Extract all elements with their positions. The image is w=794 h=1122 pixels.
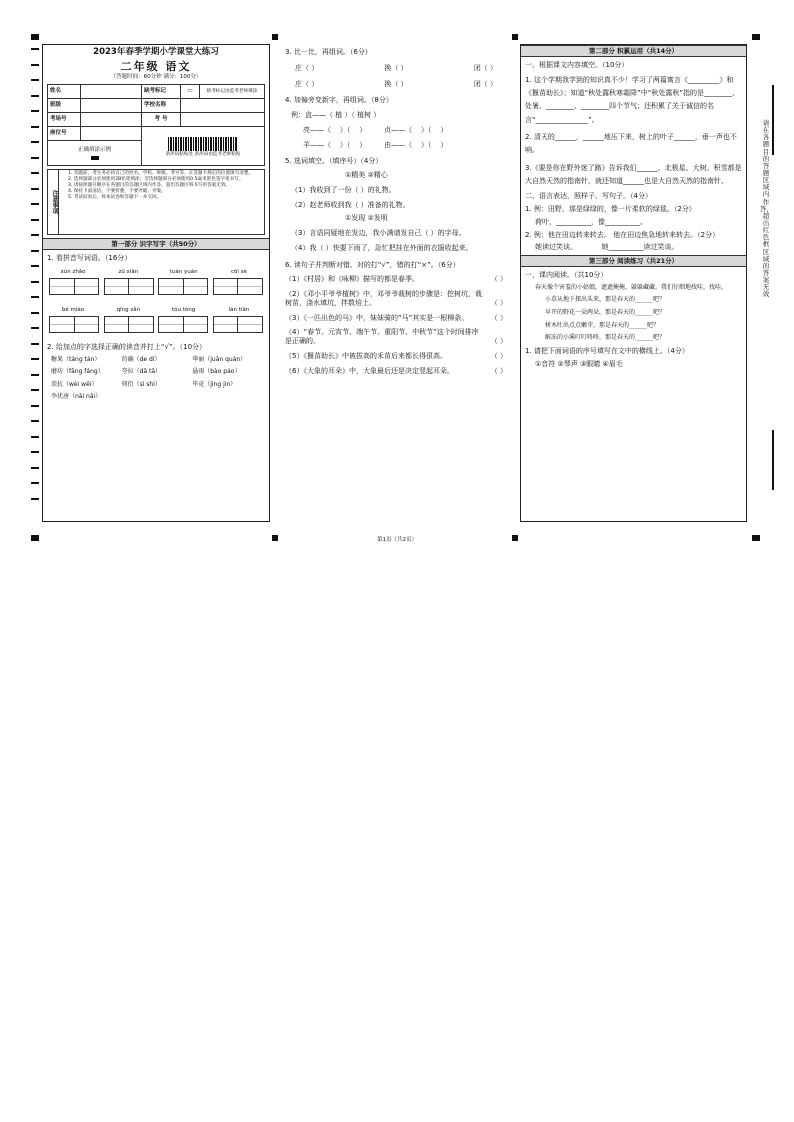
- tianzi-grid[interactable]: [104, 316, 154, 333]
- timing-tick: [31, 188, 39, 190]
- fill-example: [48, 141, 142, 166]
- tf-item: [285, 290, 507, 308]
- question-4: 4. 加偏旁变新字，再组词。（8分）: [285, 96, 393, 105]
- q4-example: 例：直——（ 植 ）（ 植树 ）: [291, 111, 381, 119]
- tf-answer-box[interactable]: （ ）: [490, 275, 507, 284]
- rewrite-example: 1. 例：田野，那是绿绿的，像一片柔软的绿毯。（2分）: [525, 205, 696, 213]
- tf-statement: （1）《村居》和《咏柳》描写的都是春季。: [285, 275, 419, 284]
- tf-statement: （2）《邓小平爷爷植树》中，邓爷爷栽树的步骤是：挖树坑，栽树苗，浇水填坑，拌数培土。: [285, 290, 482, 307]
- fill-item[interactable]: 1. 这个学期我学到的知识真不少！学习了两篇寓言《_________》和《揠苗助长》；知道“秋处露秋寒霜降”中“秋处露秋”指的是________、处暑、________、________四个节气；还积累了关于诚信的名言“_______________”。: [525, 75, 740, 124]
- tianzi-grid[interactable]: [158, 316, 208, 333]
- timing-tick: [31, 265, 39, 267]
- timing-tick: [31, 482, 39, 484]
- timing-tick: [31, 498, 39, 500]
- tf-statement: （3）《一匹出色的马》中，妹妹骑的“马”其实是一根柳条。: [285, 313, 469, 322]
- pronunciation-choice[interactable]: 的确（de dí）: [121, 355, 161, 363]
- timing-tick: [31, 234, 39, 236]
- writing-grid-row: [49, 278, 263, 295]
- part1-header: 第一部分 识字写字（共50分）: [43, 238, 269, 250]
- exam-room-label: 考场号: [48, 113, 81, 127]
- pronunciation-choice[interactable]: 糖果（táng tán）: [51, 355, 101, 363]
- reading-line[interactable]: 树木吐出点点嫩芽，那是春天的______吧？: [545, 321, 660, 329]
- exam-title: 2023年春季学期小学课堂大练习: [93, 47, 219, 57]
- tf-answer-box[interactable]: （ ）: [490, 337, 507, 345]
- candidate-no-label: 考 号: [142, 113, 181, 127]
- column-3: [520, 44, 747, 522]
- notes-box: [47, 169, 265, 235]
- note-item: 3. 请按照题号顺序在各题目的答题区域内作答，超出答题区域书写的答案无效。: [68, 183, 231, 189]
- question-2: 2. 给加点的字选择正确的读音并打上“√”。（10分）: [47, 342, 207, 351]
- timing-tick: [31, 343, 39, 345]
- name-label: 姓名: [48, 85, 81, 99]
- tf-item: [285, 314, 507, 323]
- reading-line: 春天像个害羞的小姑娘，遮遮掩掩，躲躲藏藏。我们仔细地找哇，找哇。: [535, 283, 728, 291]
- tianzi-grid[interactable]: [158, 278, 208, 295]
- tf-answer-box[interactable]: （ ）: [490, 313, 507, 322]
- question-6: 6. 读句子并判断对错，对的打“√”，错的打“×”。（6分）: [285, 260, 460, 269]
- question-5: 5. 选词填空。（填序号）（4分）: [285, 157, 383, 166]
- pinyin-label: xún zhǎo: [60, 269, 86, 276]
- school-label: 学校名称: [142, 99, 181, 113]
- pronunciation-choices: [51, 356, 265, 406]
- pinyin-label: lán tiān: [228, 307, 250, 313]
- fill-item[interactable]: 2. 清天的______，______地压下来，树上的叶子______，垂一声也不响。: [525, 133, 737, 155]
- side-bar: [772, 430, 774, 490]
- seat-label: 座位号: [48, 127, 81, 141]
- barcode-note: 条形码粘贴处 条形码由监考老师粘贴: [165, 151, 241, 157]
- compare-item[interactable]: 换（ ）: [384, 63, 408, 72]
- section-heading: 一、根据课文内容填空。（10分）: [525, 61, 629, 70]
- section-heading: 二、语言表达，照样子，写句子。（4分）: [525, 192, 652, 201]
- pinyin-label: bé miào: [61, 307, 85, 313]
- timing-tick: [31, 281, 39, 283]
- pinyin-row: [49, 269, 263, 276]
- timing-tick: [31, 405, 39, 407]
- pinyin-label: qīng zǎn: [116, 307, 141, 313]
- compare-item[interactable]: 换（ ）: [384, 79, 408, 88]
- timing-tick: [31, 157, 39, 159]
- q5-options: ①发现 ②发明: [345, 214, 388, 223]
- pronunciation-choice[interactable]: 毕竟（jìng jìn）: [192, 380, 237, 388]
- compare-row: [295, 64, 497, 73]
- tf-answer-box[interactable]: （ ）: [490, 351, 507, 360]
- pinyin-row: [49, 307, 263, 314]
- timing-tick: [31, 95, 39, 97]
- filled-box-icon: [91, 156, 99, 160]
- pronunciation-choice[interactable]: 磨坊（fāng fáng）: [51, 368, 104, 376]
- grade-subject: 二年级 语文: [120, 59, 192, 73]
- class-label: 班级: [48, 99, 81, 113]
- timing-tick: [31, 451, 39, 453]
- q5-item[interactable]: （2）赵老师收到我（ ）准备的礼物。: [291, 200, 410, 209]
- rewrite-example: 2. 例：他在田边转来转去。 他在田边焦急地转来转去。（2分）: [525, 230, 720, 239]
- pronunciation-choice[interactable]: 悬雨（bào páo）: [192, 368, 241, 376]
- pronunciation-choice[interactable]: 李优唐（nǎi nǎi）: [51, 393, 102, 401]
- q5-item[interactable]: （1）我收到了一份（ ）的礼物。: [291, 185, 396, 194]
- q5-options: ①精美 ②精心: [345, 171, 388, 179]
- true-false-list: [281, 275, 511, 375]
- column-2: [281, 44, 511, 520]
- student-info-table: [47, 84, 265, 166]
- compare-item[interactable]: 庄（ ）: [295, 79, 319, 88]
- timing-tick: [31, 327, 39, 329]
- tf-statement: （4）“春节、元宵节、端午节、重阳节、中秋节”这个时间排序是正确的。: [285, 328, 479, 345]
- timing-tick: [31, 358, 39, 360]
- q4-row[interactable]: 亮——（ ）（ ） 贞——（ ）（ ）: [303, 125, 448, 134]
- timing-tick: [31, 64, 39, 66]
- question-3: 3. 比一比，再组词。（6分）: [285, 48, 372, 56]
- notes-list: [59, 171, 253, 234]
- timing-tick: [31, 79, 39, 81]
- compare-item[interactable]: 闭（ ）: [473, 63, 497, 72]
- pronunciation-choice[interactable]: 羡抗（wèi wēi）: [51, 380, 98, 388]
- absent-note: 缺考标记由监考老师填涂: [200, 85, 265, 99]
- exam-meta: （答题时间：60分钟 满分：100分）: [110, 74, 202, 81]
- note-item: 4. 保持卡面清洁，不要折叠，不要弄破、弄皱。: [68, 189, 166, 195]
- reading-question: 1. 请把下面词语的序号填写在文中的横线上。（4分）: [525, 346, 689, 355]
- tf-item: [285, 352, 507, 361]
- reading-line[interactable]: 小草从地下探出头来，那是春天的______吧？: [545, 296, 666, 304]
- question-1: 1. 看拼音写词语。（16分）: [47, 254, 132, 263]
- part3-header: 第三部分 阅读练习（共21分）: [521, 255, 746, 267]
- tianzi-grid[interactable]: [213, 278, 263, 295]
- timing-tick: [31, 374, 39, 376]
- pronunciation-choice[interactable]: 夸拉（dā tā）: [121, 368, 162, 376]
- candidate-no-field[interactable]: [181, 113, 265, 127]
- notes-label: 注意事项: [48, 170, 59, 234]
- timing-tick: [31, 296, 39, 298]
- part2-header: 第二部分 积累运用（共14分）: [521, 45, 746, 57]
- exam-room-field[interactable]: [81, 113, 142, 127]
- q5-item[interactable]: （4）我（ ）快要下雨了，急忙把挂在外面的衣服收起来。: [291, 243, 473, 252]
- tianzi-grid[interactable]: [213, 316, 263, 333]
- timing-tick: [31, 48, 39, 50]
- reading-line[interactable]: 早开的野花一朵两朵，那是春天的______吧？: [545, 309, 666, 317]
- timing-tick: [31, 141, 39, 143]
- pinyin-label: zǔ xiān: [118, 269, 139, 276]
- note-item: 1. 答题前，考生务必将自己的姓名、学校、班级、考号等，在答题卡规定的位置填写清楚。: [68, 171, 254, 177]
- fill-item[interactable]: 3.《要是你在野外迷了路》告诉我们______、北极星、大树、积雪都是大自然天然的指南针，就还知道______也是大自然天然的指南针。: [525, 163, 742, 185]
- rewrite-answer[interactable]: 荷叶，__________，像__________。: [535, 217, 647, 226]
- side-bar: [772, 85, 774, 155]
- section-heading: 一、课内阅读。（共10分）: [525, 271, 608, 280]
- tf-item: [285, 275, 507, 284]
- school-field[interactable]: [181, 99, 265, 113]
- tf-answer-box[interactable]: （ ）: [490, 366, 507, 375]
- barcode-icon: [168, 137, 238, 151]
- seat-field[interactable]: [81, 127, 142, 141]
- pronunciation-choice[interactable]: 伺衍（sì shì）: [121, 380, 161, 388]
- corner-mark: [512, 34, 518, 40]
- timing-tick: [31, 389, 39, 391]
- compare-row: [295, 80, 497, 89]
- corner-mark: [752, 34, 760, 40]
- tf-statement: （5）《揠苗助长》中被拔高的禾苗后来都长得很高。: [285, 351, 447, 360]
- corner-mark: [31, 34, 39, 40]
- timing-tick: [31, 126, 39, 128]
- timing-tick: [31, 110, 39, 112]
- tf-statement: （6）《大象的耳朵》中，大象最后还是决定竖起耳朵。: [285, 366, 454, 375]
- tf-item: [285, 328, 507, 346]
- note-item: 5. 考试结束后，将本试卷和答题卡一并交回。: [68, 195, 162, 201]
- pinyin-label: tóu tòng: [172, 307, 196, 313]
- tf-answer-box[interactable]: （ ）: [490, 298, 507, 307]
- timing-tick: [31, 219, 39, 221]
- timing-tick: [31, 312, 39, 314]
- timing-tick: [31, 172, 39, 174]
- rewrite-answer[interactable]: 她读过笑谈。 她__________读过笑谈。: [535, 243, 679, 252]
- q4-row[interactable]: 羊——（ ）（ ） 由——（ ）（ ）: [303, 140, 448, 149]
- writing-grid-row: [49, 316, 263, 333]
- reading-line[interactable]: 解冻的小溪叮叮咚咚，那是春天的______吧？: [545, 334, 666, 342]
- timing-tick: [31, 420, 39, 422]
- pinyin-label: tuán yuán: [169, 269, 198, 276]
- side-instruction: 请在各题目的答题区域内作答，超出红色框区域的答案无效: [760, 119, 773, 299]
- timing-tick: [31, 467, 39, 469]
- corner-mark: [272, 34, 278, 40]
- timing-tick: [31, 436, 39, 438]
- tf-item: [285, 367, 507, 376]
- barcode-area: [142, 127, 265, 166]
- tianzi-grid[interactable]: [49, 316, 99, 333]
- tianzi-grid[interactable]: [49, 278, 99, 295]
- pronunciation-choice[interactable]: 华丽（juān quán）: [192, 355, 247, 363]
- reading-passage: [521, 283, 746, 343]
- q5-item[interactable]: （3）言语同疑地在发边，我小满谱发自己（ ）的字母。: [291, 229, 466, 237]
- note-item: 2. 选择题部分必须使用2B铅笔填涂；非选择题部分必须使用0.5毫米黑色签字笔书写。: [68, 177, 244, 183]
- timing-tick: [31, 203, 39, 205]
- fill-example-label: 正确填涂示例: [77, 146, 111, 153]
- tianzi-grid[interactable]: [104, 278, 154, 295]
- timing-tick: [31, 250, 39, 252]
- column-1: [42, 44, 270, 522]
- class-field[interactable]: [81, 99, 142, 113]
- page-number: 第1页（共2页）: [377, 537, 417, 543]
- absent-label: 缺考标记: [142, 85, 181, 99]
- name-field[interactable]: [81, 85, 142, 99]
- compare-item[interactable]: 闭（ ）: [473, 79, 497, 88]
- compare-item[interactable]: 庄（ ）: [295, 63, 319, 72]
- pinyin-label: cōi sè: [231, 269, 247, 276]
- reading-options: ①音符 ②琴声 ③眼睛 ④眉毛: [535, 359, 623, 368]
- absent-box[interactable]: ▭: [181, 85, 200, 99]
